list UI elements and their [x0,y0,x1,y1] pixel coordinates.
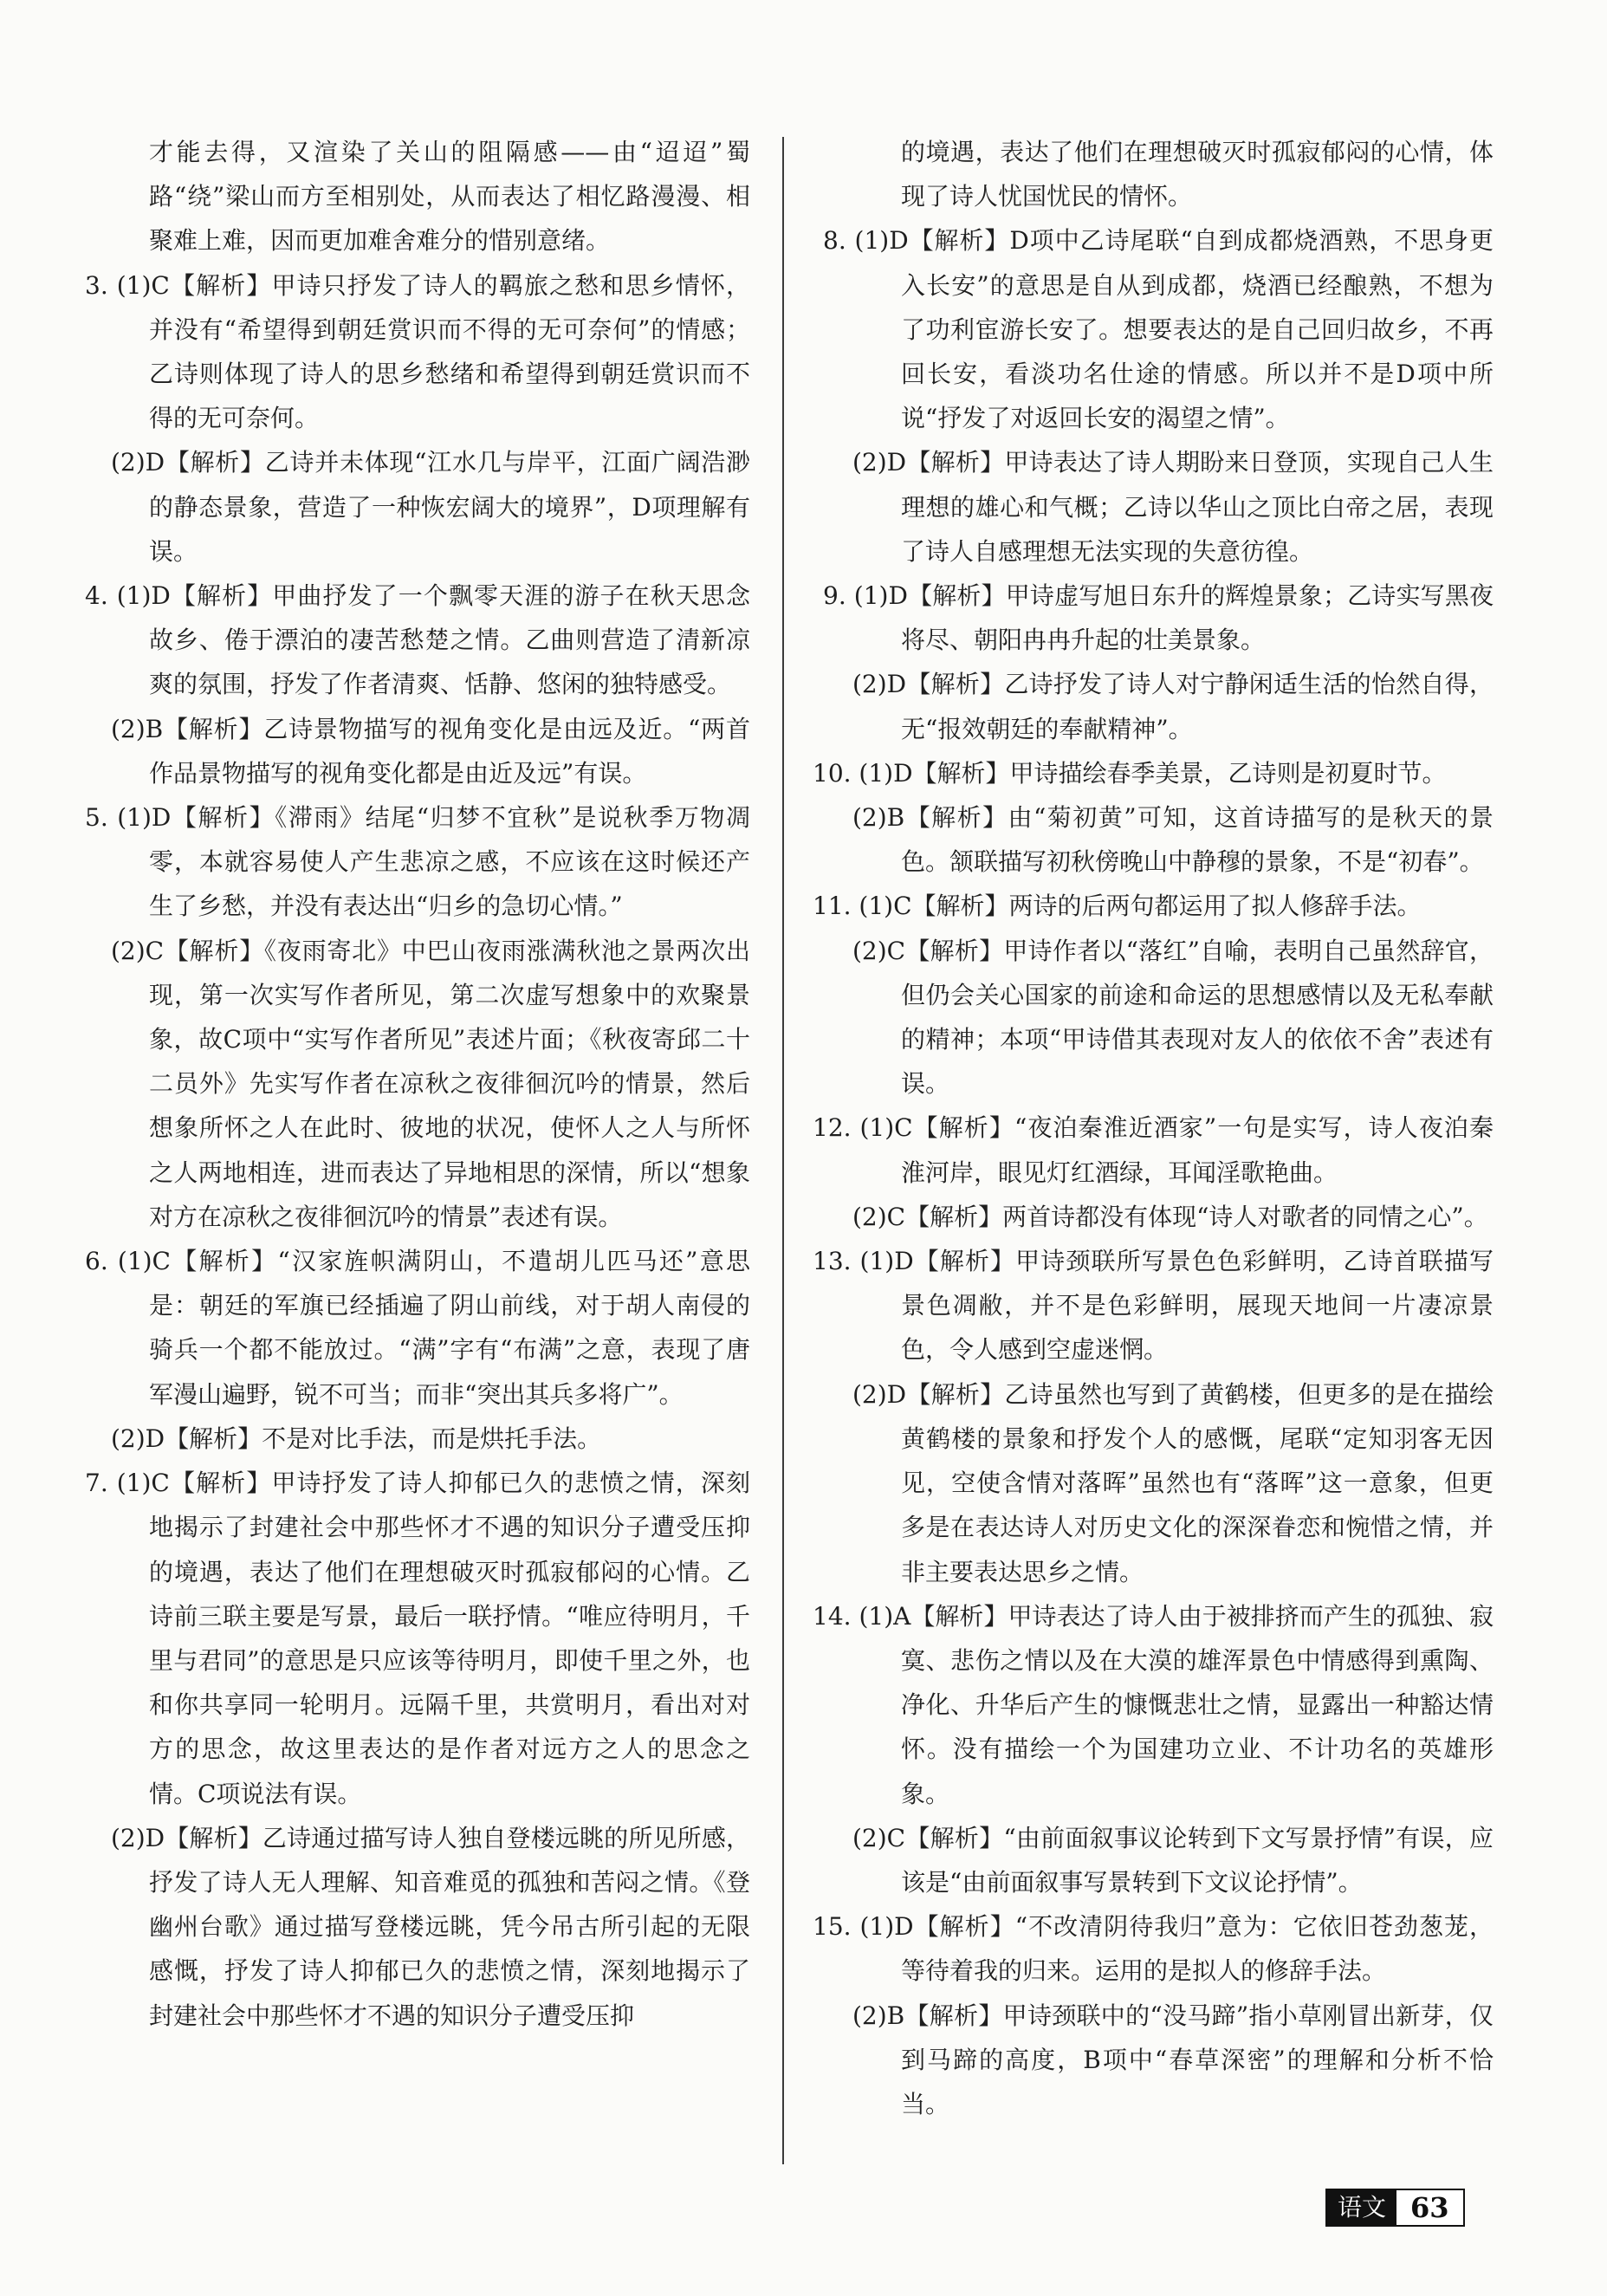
answer-item-9-1: 9. (1)D【解析】甲诗虚写旭日东升的辉煌景象；乙诗实写黑夜将尽、朝阳冉冉升起的壮美景象。 [823,581,1494,655]
answer-item-12-1: 12. (1)C【解析】“夜泊秦淮近酒家”一句是实写，诗人夜泊秦淮河岸，眼见灯红酒绿，耳闻淫歌艳曲。 [813,1113,1494,1187]
answer-item-9-2: (2)D【解析】乙诗抒发了诗人对宁静闲适生活的怡然自得，无“报效朝廷的奉献精神”。 [852,670,1494,743]
answer-item-8-2: (2)D【解析】甲诗表达了诗人期盼来日登顶，实现自己人生理想的雄心和气概；乙诗以华山之顶比白帝之居，表现了诗人自感理想无法实现的失意彷徨。 [852,448,1494,566]
answer-item-8-1: 8. (1)D【解析】D项中乙诗尾联“自到成都烧酒熟，不思身更入长安”的意思是自从到成都，烧酒已经酿熟，不想为了功利宦游长安了。想要表达的是自己回归故乡，不再回长安，看淡功名仕途的情感。所以并不是D项中所说“抒发了对返回长安的渴望之情”。 [823,226,1494,433]
answer-item-4-1: 4. (1)D【解析】甲曲抒发了一个飘零天涯的游子在秋天思念故乡、倦于漂泊的凄苦愁楚之情。乙曲则营造了清新凉爽的氛围，抒发了作者清爽、恬静、悠闲的独特感受。 [85,581,750,699]
answer-item-13-2: (2)D【解析】乙诗虽然也写到了黄鹤楼，但更多的是在描绘黄鹤楼的景象和抒发个人的感慨，尾联“定知羽客无因见，空使含情对落晖”虽然也有“落晖”这一意象，但更多是在表达诗人对历史文化的深深眷恋和惋惜之情，并非主要表达思乡之情。 [852,1379,1494,1586]
answer-item-6-2: (2)D【解析】不是对比手法，而是烘托手法。 [111,1424,602,1453]
answer-item-15-1: 15. (1)D【解析】“不改清阴待我归”意为：它依旧苍劲葱茏，等待着我的归来。运用的是拟人的修辞手法。 [813,1912,1494,1986]
answer-item-11-1: 11. (1)C【解析】两诗的后两句都运用了拟人修辞手法。 [813,892,1422,921]
answer-item-10-2: (2)B【解析】由“菊初黄”可知，这首诗描写的是秋天的景色。颔联描写初秋傍晚山中静穆的景象，不是“初春”。 [852,803,1494,877]
answer-item-14-1: 14. (1)A【解析】甲诗表达了诗人由于被排挤而产生的孤独、寂寞、悲伤之情以及在大漠的雄浑景色中情感得到熏陶、净化、升华后产生的慷慨悲壮之情，显露出一种豁达情怀。没有描绘一个为国建功立业、不计功名的英雄形象。 [813,1601,1494,1808]
subject-label: 语文 [1327,2190,1396,2225]
answer-item-3-2: (2)D【解析】乙诗并未体现“江水几与岸平，江面广阔浩渺的静态景象，营造了一种恢宏阔大的境界”，D项理解有误。 [111,448,750,566]
left-column [73,130,750,2038]
answer-item-11-2: (2)C【解析】甲诗作者以“落红”自喻，表明自己虽然辞官，但仍会关心国家的前途和命运的思想感情以及无私奉献的精神；本项“甲诗借其表现对友人的依依不舍”表述有误。 [852,936,1494,1099]
answer-paragraph: 才能去得，又渲染了关山的阻隔感——由“迢迢”蜀路“绕”梁山而方至相别处，从而表达了相忆路漫漫、相聚难上难，因而更加难舍难分的惜别意绪。 [149,138,750,256]
answer-item-12-2: (2)C【解析】两首诗都没有体现“诗人对歌者的同情之心”。 [852,1202,1488,1231]
page-number: 63 [1410,2191,1449,2224]
answer-item-10-1: 10. (1)D【解析】甲诗描绘春季美景，乙诗则是初夏时节。 [813,758,1447,788]
answer-item-6-1: 6. (1)C【解析】“汉家旌帜满阴山，不遣胡儿匹马还”意思是：朝廷的军旗已经插遍了阴山前线，对于胡人南侵的骑兵一个都不能放过。“满”字有“布满”之意，表现了唐军漫山遍野，锐不可当；而非“突出其兵多将广”。 [85,1247,750,1409]
answer-item-15-2: (2)B【解析】甲诗颈联中的“没马蹄”指小草刚冒出新芽，仅到马蹄的高度，B项中“春草深密”的理解和分析不恰当。 [852,2001,1494,2118]
answer-item-5-1: 5. (1)D【解析】《滞雨》结尾“归梦不宜秋”是说秋季万物凋零，本就容易使人产生悲凉之感，不应该在这时候还产生了乡愁，并没有表达出“归乡的急切心情。” [85,803,750,921]
answer-item-4-2: (2)B【解析】乙诗景物描写的视角变化是由远及近。“两首作品景物描写的视角变化都是由近及远”有误。 [111,714,750,788]
page-footer-badge [1325,2189,1465,2227]
right-column [813,130,1494,2126]
answer-item-14-2: (2)C【解析】“由前面叙事议论转到下文写景抒情”有误，应该是“由前面叙事写景转到下文议论抒情”。 [852,1823,1494,1897]
column-divider [782,137,784,2164]
answer-item-7-2: (2)D【解析】乙诗通过描写诗人独自登楼远眺的所见所感，抒发了诗人无人理解、知音难觅的孤独和苦闷之情。《登幽州台歌》通过描写登楼远眺，凭今吊古所引起的无限感慨，抒发了诗人抑郁已久的悲愤之情，深刻地揭示了封建社会中那些怀才不遇的知识分子遭受压抑 [111,1823,750,2030]
answer-item-7-1: 7. (1)C【解析】甲诗抒发了诗人抑郁已久的悲愤之情，深刻地揭示了封建社会中那些怀才不遇的知识分子遭受压抑的境遇，表达了他们在理想破灭时孤寂郁闷的心情。乙诗前三联主要是写景，最后一联抒情。“唯应待明月，千里与君同”的意思是只应该等待明月，即使千里之外，也和你共享同一轮明月。远隔千里，共赏明月，看出对对方的思念，故这里表达的是作者对远方之人的思念之情。C项说法有误。 [85,1469,750,1808]
answer-item-5-2: (2)C【解析】《夜雨寄北》中巴山夜雨涨满秋池之景两次出现，第一次实写作者所见，第二次虚写想象中的欢聚景象，故C项中“实写作者所见”表述片面；《秋夜寄邱二十二员外》先实写作者在凉秋之夜徘徊沉吟的情景，然后想象所怀之人在此时、彼地的状况，使怀人之人与所怀之人两地相连，进而表达了异地相思的深情，所以“想象对方在凉秋之夜徘徊沉吟的情景”表述有误。 [111,936,750,1231]
answer-item-3-1: 3. (1)C【解析】甲诗只抒发了诗人的羁旅之愁和思乡情怀，并没有“希望得到朝廷赏识而不得的无可奈何”的情感；乙诗则体现了诗人的思乡愁绪和希望得到朝廷赏识而不得的无可奈何。 [85,270,750,433]
answer-paragraph: 的境遇，表达了他们在理想破灭时孤寂郁闷的心情，体现了诗人忧国忧民的情怀。 [901,138,1494,211]
answer-item-13-1: 13. (1)D【解析】甲诗颈联所写景色色彩鲜明，乙诗首联描写景色凋敝，并不是色彩鲜明，展现天地间一片凄凉景色，令人感到空虚迷惘。 [813,1247,1494,1365]
